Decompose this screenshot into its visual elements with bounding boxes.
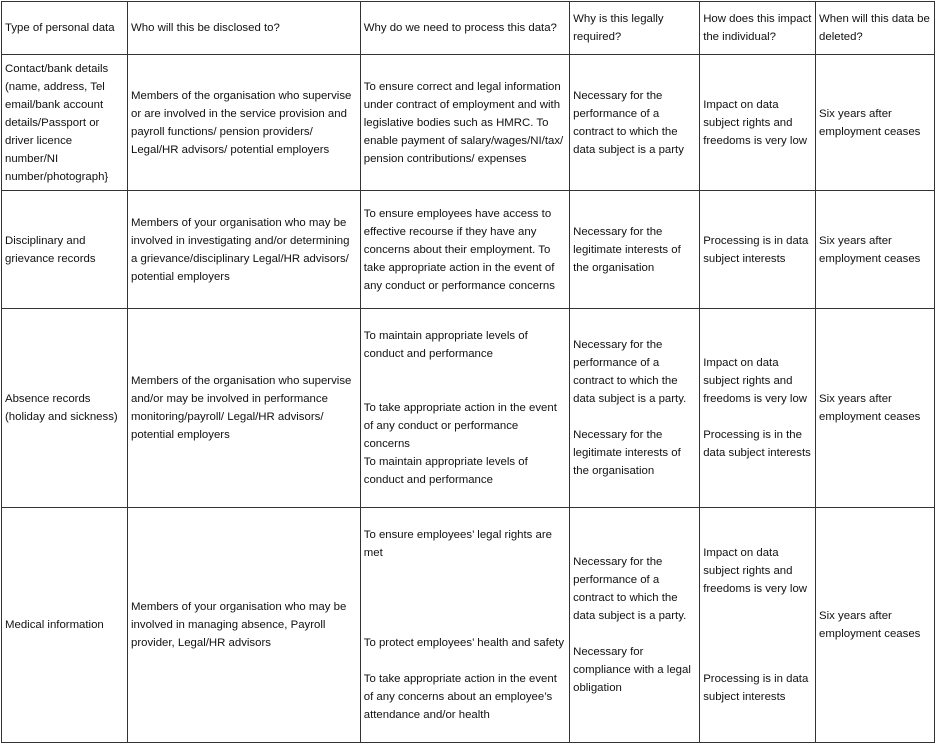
cell-disclosed-to: Members of the organisation who supervise or are involved in the service provision and payroll functions/ pension providers/ Legal/HR advisors/ potential employers	[128, 55, 361, 191]
cell-legal-basis: Necessary for the legitimate interests of the organisation	[570, 191, 700, 309]
legal-basis-item: Necessary for the performance of a contract to which the data subject is a party.	[573, 556, 687, 622]
paragraph-gap	[364, 580, 567, 616]
cell-type: Contact/bank details (name, address, Tel email/bank account details/Passport or driver licence number/NI number/photograph}	[2, 55, 128, 191]
cell-impact	[700, 508, 816, 743]
header-why-process: Why do we need to process this data?	[360, 2, 569, 55]
impact-item: Processing is in the data subject interests	[703, 429, 811, 459]
cell-why-process: To ensure employees have access to effective recourse if they have any concerns about their employment. To take appropriate action in the event of any conduct or performance concerns	[360, 191, 569, 309]
cell-type: Absence records (holiday and sickness)	[2, 309, 128, 508]
impact-item: Processing is in data subject interests	[703, 673, 809, 703]
cell-impact: Processing is in data subject interests	[700, 191, 816, 309]
data-retention-sheet	[1, 1, 935, 721]
cell-deletion: Six years after employment ceases	[816, 55, 935, 191]
table-row-disciplinary	[2, 191, 935, 309]
legal-basis-item: Necessary for compliance with a legal obligation	[573, 646, 691, 694]
cell-deletion: Six years after employment ceases	[816, 309, 935, 508]
header-deletion: When will this data be deleted?	[816, 2, 935, 55]
why-process-item: To ensure employees’ legal rights are met	[363, 529, 553, 559]
header-disclosed-to: Who will this be disclosed to?	[128, 2, 361, 55]
cell-type: Medical information	[2, 508, 128, 743]
table-row-medical	[2, 508, 935, 743]
cell-legal-basis	[570, 508, 700, 743]
table-row-contact	[2, 55, 935, 191]
cell-why-process	[360, 309, 569, 508]
cell-disclosed-to: Members of your organisation who may be involved in investigating and/or determining a grievance/disciplinary Legal/HR advisors/ potential employers	[128, 191, 361, 309]
cell-disclosed-to: Members of the organisation who supervise and/or may be involved in performance monitoring/payroll/ Legal/HR advisors/ potential employers	[128, 309, 361, 508]
why-process-item: To protect employees’ health and safety	[363, 637, 565, 649]
cell-disclosed-to: Members of your organisation who may be involved in managing absence, Payroll provider, Legal/HR advisors	[128, 508, 361, 743]
impact-item: Impact on data subject rights and freedoms is very low	[703, 357, 807, 405]
header-type: Type of personal data	[2, 2, 128, 55]
header-row	[2, 2, 935, 55]
impact-item: Impact on data subject rights and freedoms is very low	[703, 547, 807, 595]
cell-deletion: Six years after employment ceases	[816, 508, 935, 743]
why-process-item: To take appropriate action in the event of any conduct or performance concerns	[363, 402, 557, 450]
paragraph-gap	[703, 616, 813, 652]
cell-why-process: To ensure correct and legal information under contract of employment and with legislative bodies such as HMRC. To enable payment of salary/wages/NI/tax/ pension contributions/ expenses	[360, 55, 569, 191]
paragraph-gap	[364, 363, 567, 381]
cell-impact	[700, 309, 816, 508]
why-process-item: To take appropriate action in the event of any concerns about an employee’s attendance and/or health	[363, 673, 557, 721]
cell-why-process	[360, 508, 569, 743]
cell-type: Disciplinary and grievance records	[2, 191, 128, 309]
why-process-item: To maintain appropriate levels of conduct and performance	[363, 330, 528, 360]
cell-legal-basis: Necessary for the performance of a contract to which the data subject is a party	[570, 55, 700, 191]
personal-data-table	[1, 1, 935, 743]
cell-deletion: Six years after employment ceases	[816, 191, 935, 309]
cell-legal-basis	[570, 309, 700, 508]
table-row-absence	[2, 309, 935, 508]
legal-basis-item: Necessary for the performance of a contract to which the data subject is a party.	[573, 339, 687, 405]
why-process-item: To maintain appropriate levels of conduct and performance	[363, 456, 528, 486]
legal-basis-item: Necessary for the legitimate interests of the organisation	[573, 429, 681, 477]
header-legal-basis: Why is this legally required?	[570, 2, 700, 55]
header-impact: How does this impact the individual?	[700, 2, 816, 55]
cell-impact: Impact on data subject rights and freedoms is very low	[700, 55, 816, 191]
